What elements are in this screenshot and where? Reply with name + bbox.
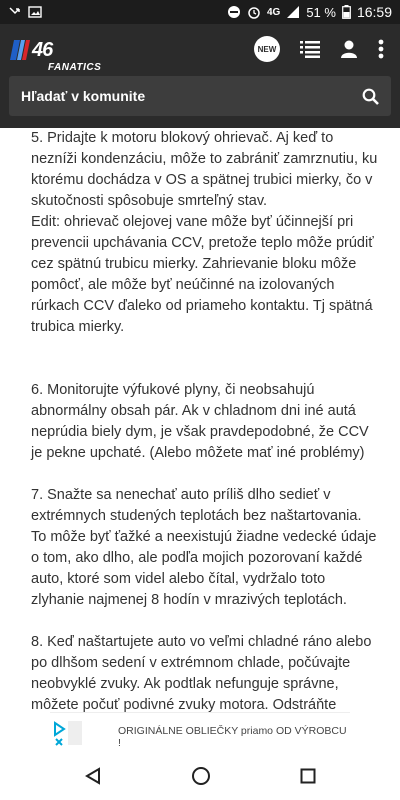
status-bar <box>0 0 400 24</box>
home-icon[interactable] <box>191 766 211 786</box>
article-paragraph: 8. Keď naštartujete auto vo veľmi chladné ráno alebo po dlhšom sedení v extrémnom chlade, počúvajte neobvyklé zvuky. Ak podtlak nefunguje správne, môžete počuť podivné zvuky motora. Odstráňte <box>31 634 372 712</box>
article-body <box>0 128 400 712</box>
network-type: 4G <box>266 6 281 18</box>
system-nav-bar <box>0 752 400 800</box>
search-input[interactable] <box>9 76 391 116</box>
list-icon[interactable] <box>300 40 320 58</box>
ad-text: ORIGINÁLNE OBLIEČKY priamo OD VÝROBCU ! <box>118 725 347 749</box>
missed-call-icon <box>8 5 22 19</box>
more-vertical-icon[interactable] <box>378 39 384 59</box>
ad-choices-icon[interactable] <box>52 719 82 747</box>
app-header <box>0 24 400 128</box>
logo-word: FANATICS <box>48 62 102 73</box>
new-badge-label: NEW <box>257 44 277 54</box>
clock: 16:59 <box>356 4 392 20</box>
article-paragraph: 6. Monitorujte výfukové plyny, či neobsahujú abnormálny obsah pár. Ak v chladnom dni iné autá neprúdia biely dym, je však pravdepodobné, že CCV je pekne upchaté. (Alebo môžete mať iné problémy) <box>31 382 369 461</box>
battery-icon <box>342 5 351 19</box>
site-logo[interactable] <box>8 38 108 73</box>
ad-banner[interactable] <box>50 712 350 752</box>
article-paragraph: 7. Snažte sa nenechať auto príliš dlho sedieť v extrémnych studených teplotách bez naštartovania. To môže byť ťažké a neexistujú žiadne vedecké údaje o tom, ako dlho, ale podľa mojich pozorovaní každé auto, ktoré som videl alebo čítal, vydržalo toto zlyhanie najmenej 8 hodín v mrazivých teplotách. <box>31 487 377 608</box>
new-button[interactable] <box>254 36 280 62</box>
alarm-icon <box>247 5 261 19</box>
search-placeholder: Hľadať v komunite <box>21 88 146 104</box>
article-paragraph: 5. Pridajte k motoru blokový ohrievač. Aj keď to nezníži kondenzáciu, môže to zabrániť zamrznutiu, ku ktorému dochádza v OS a spätnej trubici mierky, čo v skutočnosti spôsobuje smrteľný stav. Edit: ohrievač olejovej vane môže byť účinnejší pri prevencii upchávania CCV, pretože teplo môže prúdiť cez spätnú trubicu mierky. Zahrievanie bloku môže pomôcť, ale môže byť neúčinné na izolovaných rúrkach CCV ďaleko od priameho kontaktu. Tj spätná trubica mierky. <box>31 130 378 335</box>
logo-number: 46 <box>32 39 53 61</box>
battery-level: 51 % <box>306 4 336 20</box>
recents-icon[interactable] <box>300 768 316 784</box>
search-icon[interactable] <box>362 88 379 105</box>
dnd-icon <box>227 5 241 19</box>
user-icon[interactable] <box>340 40 358 58</box>
image-icon <box>28 5 42 19</box>
back-icon[interactable] <box>84 767 102 785</box>
signal-icon <box>286 5 300 19</box>
